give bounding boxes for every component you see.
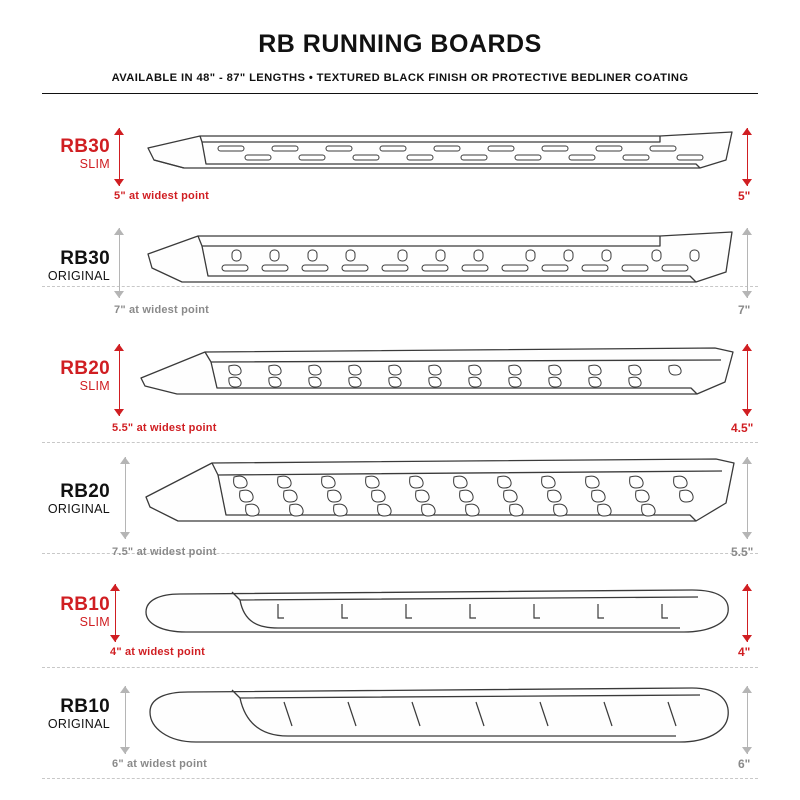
width-caption: 7.5" at widest point (112, 546, 217, 558)
right-dimension-arrow (742, 128, 754, 186)
model-variant: SLIM (79, 379, 110, 393)
left-dimension-arrow (114, 228, 126, 298)
spec-row-rb20-slim (0, 330, 800, 435)
row-label-rb10-slim (0, 594, 110, 630)
model-name: RB20 (60, 358, 110, 379)
row-label-rb20-slim (0, 358, 110, 394)
header-divider (42, 93, 758, 94)
page-title: RB RUNNING BOARDS (258, 30, 542, 58)
width-caption: 5" at widest point (114, 190, 209, 202)
spec-row-rb20-original (0, 443, 800, 559)
row-label-rb30-original (0, 248, 110, 284)
height-caption: 5" (738, 189, 751, 203)
board-illustration-rb20-slim (125, 338, 740, 420)
model-name: RB10 (60, 594, 110, 615)
spec-row-rb30-original (0, 216, 800, 316)
right-dimension-arrow (742, 686, 754, 754)
width-caption: 4" at widest point (110, 646, 205, 658)
width-caption: 7" at widest point (114, 304, 209, 316)
right-dimension-arrow (742, 584, 754, 642)
spec-row-rb30-slim (0, 110, 800, 205)
board-illustration-rb20-original (130, 451, 740, 547)
height-caption: 6" (738, 757, 751, 771)
model-name: RB30 (60, 136, 110, 157)
left-dimension-arrow (114, 128, 126, 186)
model-variant: ORIGINAL (47, 717, 110, 731)
height-caption: 4" (738, 645, 751, 659)
right-dimension-arrow (742, 457, 754, 539)
spec-row-rb10-slim (0, 570, 800, 667)
board-illustration-rb30-original (140, 220, 740, 306)
width-caption: 5.5" at widest point (112, 422, 217, 434)
left-dimension-arrow (110, 584, 122, 642)
board-illustration-rb10-slim (132, 578, 740, 650)
header (0, 0, 800, 84)
row-divider-4 (42, 667, 758, 668)
model-variant: SLIM (79, 157, 110, 171)
row-label-rb20-original (0, 481, 110, 517)
right-dimension-arrow (742, 344, 754, 416)
height-caption: 4.5" (731, 421, 754, 435)
height-caption: 7" (738, 303, 751, 317)
page-subtitle: AVAILABLE IN 48" - 87" LENGTHS • TEXTURED BLACK FINISH OR PROTECTIVE BEDLINER COATING (111, 72, 689, 84)
model-variant: ORIGINAL (47, 502, 110, 516)
row-divider-5 (42, 778, 758, 779)
spec-row-rb10-original (0, 672, 800, 778)
model-name: RB30 (60, 248, 110, 269)
right-dimension-arrow (742, 228, 754, 298)
height-caption: 5.5" (731, 545, 754, 559)
model-variant: SLIM (79, 615, 110, 629)
row-label-rb10-original (0, 696, 110, 732)
board-illustration-rb30-slim (140, 120, 740, 190)
board-illustration-rb10-original (140, 678, 740, 760)
width-caption: 6" at widest point (112, 758, 207, 770)
model-name: RB20 (60, 481, 110, 502)
row-label-rb30-slim (0, 136, 110, 172)
left-dimension-arrow (120, 686, 132, 754)
model-name: RB10 (60, 696, 110, 717)
model-variant: ORIGINAL (47, 269, 110, 283)
